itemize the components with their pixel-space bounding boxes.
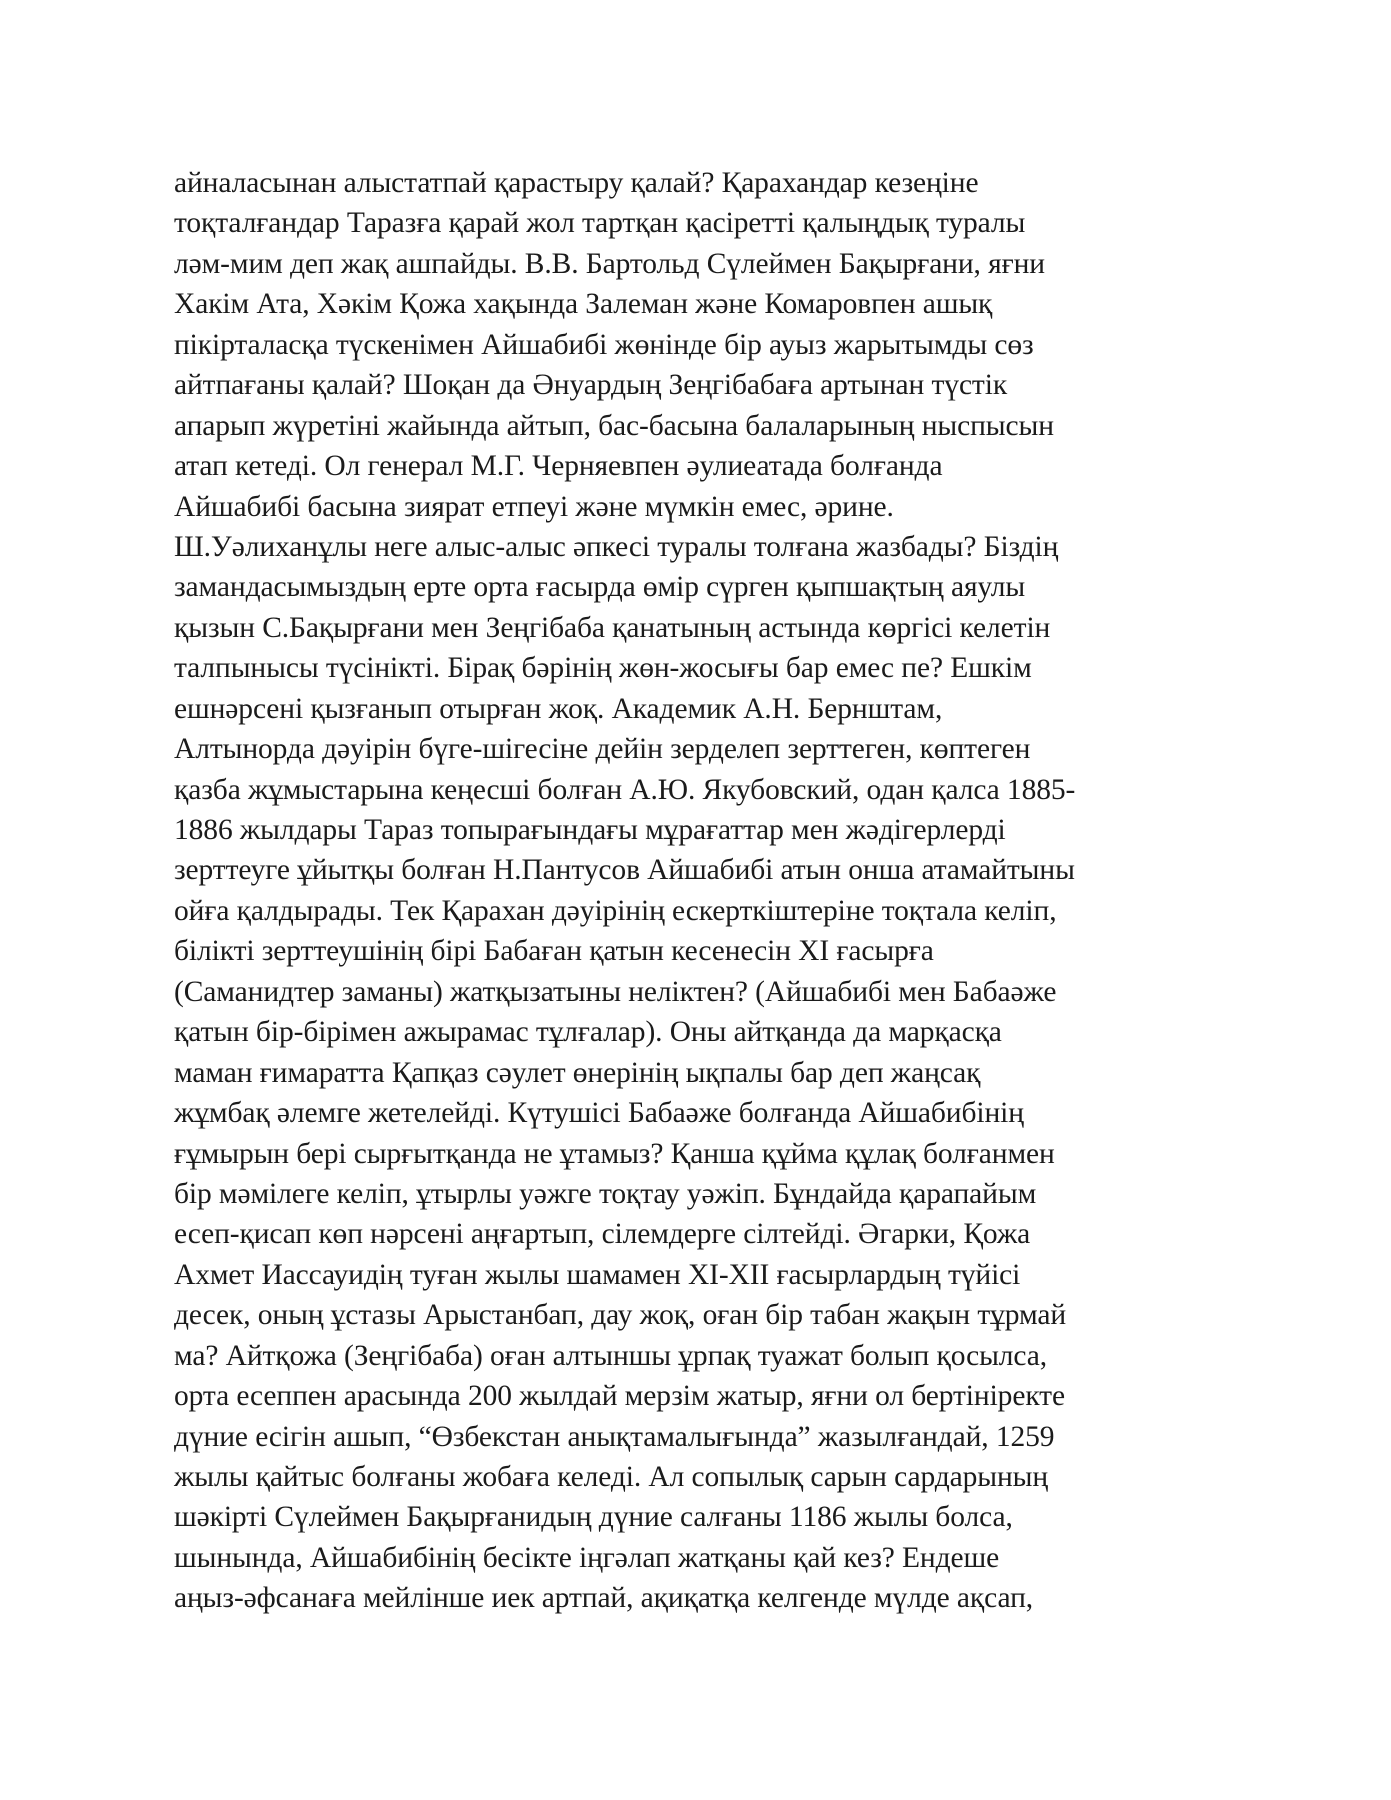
text-line: ғұмырын бері сырғытқанда не ұтамыз? Қанша құйма құлақ болғанмен (174, 1137, 1055, 1170)
text-line: Ш.Уәлиханұлы неге алыс-алыс әпкесі туралы толғана жазбады? Біздің (174, 530, 1059, 563)
body-text (174, 163, 1234, 1619)
text-line: пікірталасқа түскенімен Айшабибі жөнінде бір ауыз жарытымды сөз (174, 328, 1034, 361)
text-line: Айшабибі басына зиярат етпеуі және мүмкін емес, әрине. (174, 490, 894, 523)
text-line: орта есеппен арасында 200 жылдай мерзім жатыр, яғни ол бертініректе (174, 1380, 1065, 1413)
text-line: десек, оның ұстазы Арыстанбап, дау жоқ, оған бір табан жақын тұрмай (174, 1299, 1067, 1332)
text-line: (Саманидтер заманы) жатқызатыны неліктен? (Айшабибі мен Бабаәже (174, 975, 1057, 1008)
text-line: айтпағаны қалай? Шоқан да Әнуардың Зеңгібабаға артынан түстік (174, 369, 1008, 402)
text-line: есеп-қисап көп нәрсені аңғартып, сілемдерге сілтейді. Әгарки, Қожа (174, 1218, 1031, 1251)
text-line: зерттеуге ұйытқы болған Н.Пантусов Айшабибі атын онша атамайтыны (174, 854, 1075, 887)
text-line: тоқталғандар Таразға қарай жол тартқан қасіретті қалыңдық туралы (174, 207, 1026, 240)
text-line: білікті зерттеушінің бірі Бабаған қатын кесенесін XI ғасырға (174, 935, 934, 968)
text-line: қазба жұмыстарына кеңесші болған А.Ю. Якубовский, одан қалса 1885- (174, 773, 1076, 806)
text-line: ләм-мим деп жақ ашпайды. В.В. Бартольд Сүлеймен Бақырғани, яғни (174, 247, 1045, 280)
text-line: қатын бір-бірімен ажырамас тұлғалар). Оны айтқанда да марқасқа (174, 1016, 1002, 1049)
text-line: айналасынан алыстатпай қарастыру қалай? Қарахандар кезеңіне (174, 167, 979, 199)
text-line: жылы қайтыс болғаны жобаға келеді. Ал сопылық сарын сардарының (174, 1461, 1049, 1493)
text-line: шәкірті Сүлеймен Бақырғанидың дүние салғаны 1186 жылы болса, (174, 1501, 1013, 1534)
text-line: атап кетеді. Ол генерал М.Г. Черняевпен әулиеатада болғанда (174, 450, 943, 483)
text-line: дүние есігін ашып, “Өзбекстан анықтамалығында” жазылғандай, 1259 (174, 1420, 1055, 1453)
text-line: замандасымыздың ерте орта ғасырда өмір сүрген қыпшақтың аяулы (174, 571, 1026, 604)
text-line: жұмбақ әлемге жетелейді. Күтушісі Бабаәже болғанда Айшабибінің (174, 1097, 1024, 1130)
text-line: ойға қалдырады. Тек Қарахан дәуірінің ескерткіштеріне тоқтала келіп, (174, 894, 1057, 927)
text-line: Ахмет Иассауидің туған жылы шамамен XI-XII ғасырлардың түйісі (174, 1258, 1021, 1291)
text-line: талпынысы түсінікті. Бірақ бәрінің жөн-жосығы бар емес пе? Ешкім (174, 652, 1032, 685)
text-line: ешнәрсені қызғанып отырған жоқ. Академик А.Н. Бернштам, (174, 692, 943, 725)
text-line: Алтынорда дәуірін бүге-шігесіне дейін зерделеп зерттеген, көптеген (174, 733, 1031, 766)
text-line: бір мәмілеге келіп, ұтырлы уәжге тоқтау уәжіп. Бұндайда қарапайым (174, 1177, 1037, 1210)
text-line: маман ғимаратта Қапқаз сәулет өнерінің ықпалы бар деп жаңсақ (174, 1056, 981, 1089)
text-line: апарып жүретіні жайында айтып, бас-басына балаларының ныспысын (174, 409, 1054, 442)
text-line: шынында, Айшабибінің бесікте іңгәлап жатқаны қай кез? Ендеше (174, 1541, 1000, 1574)
text-line: Хакім Ата, Хәкім Қожа хақында Залеман және Комаровпен ашық (174, 288, 993, 321)
text-line: 1886 жылдары Тараз топырағындағы мұрағаттар мен жәдігерлерді (174, 814, 1006, 846)
text-line: ма? Айтқожа (Зеңгібаба) оған алтыншы ұрпақ туажат болып қосылса, (174, 1339, 1048, 1372)
text-line: аңыз-әфсанаға мейлінше иек артпай, ақиқатқа келгенде мүлде ақсап, (174, 1582, 1034, 1615)
text-line: қызын С.Бақырғани мен Зеңгібаба қанатының астында көргісі келетін (174, 611, 1051, 644)
